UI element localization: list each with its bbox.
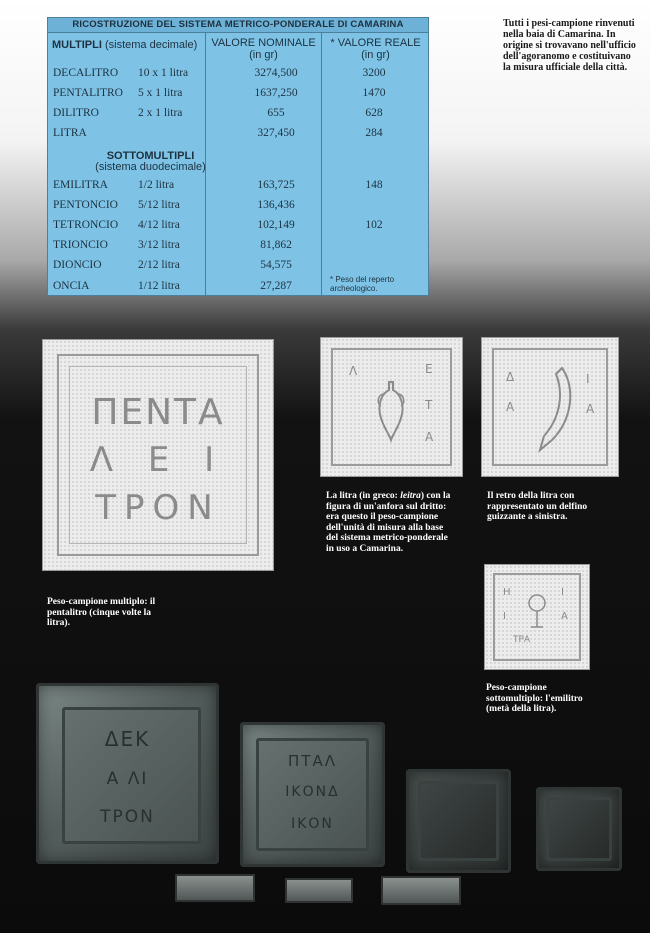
inscription-line: Α ΛΙ — [106, 769, 149, 789]
intro-caption: Tutti i pesi-campione rinvenuti nella baia di Camarina. In origine si trovavano nell'ufficio dell'agoranomo e costituivano la misura ufficiale della città. — [503, 18, 636, 73]
weight-inner-panel — [418, 781, 499, 861]
unit-name: PENTONCIO — [53, 199, 118, 211]
inscription-letter: Ι — [503, 611, 506, 622]
bronze-chip-weight — [175, 874, 255, 902]
bronze-chip-weight — [381, 876, 461, 905]
inscription-letter: Α — [506, 400, 515, 414]
inscription-letter: ΤΡΑ — [513, 635, 531, 645]
inscription-letter: Α — [586, 402, 595, 416]
bronze-weight-decalitro — [36, 683, 219, 864]
nominal-value-unit: (in gr) — [249, 49, 278, 61]
nominal-value: 81,862 — [260, 239, 292, 251]
table-row — [48, 199, 428, 218]
litra-caption-part: La litra (in greco: — [326, 491, 401, 501]
unit-name: PENTALITRO — [53, 87, 123, 99]
unit-fraction: 5 x 1 litra — [138, 87, 183, 99]
table-row — [48, 179, 428, 198]
unit-fraction: 3/12 litra — [138, 239, 180, 251]
nominal-value: 27,287 — [260, 280, 292, 292]
unit-fraction: 10 x 1 litra — [138, 67, 189, 79]
litra-caption-part: ) con la figura di un'anfora sul dritto: era questo il peso-campione dell'unità di misura alla base del sistema metrico-ponderale in uso a Camarina. — [326, 491, 451, 554]
multipli-label: MULTIPLI — [52, 39, 102, 51]
real-value: 1470 — [362, 87, 386, 99]
table-row — [48, 219, 428, 238]
sottomultipli-sublabel: (sistema duodecimale) — [95, 161, 206, 173]
unit-fraction: 1/12 litra — [138, 280, 180, 292]
real-value: 3200 — [362, 67, 386, 79]
litra-back-photo — [482, 338, 618, 476]
unit-name: DILITRO — [53, 107, 99, 119]
litra-caption — [326, 491, 454, 554]
bronze-weight-litra — [536, 787, 622, 871]
emilitro-photo — [485, 565, 589, 669]
litra-caption-italic: leitra — [400, 491, 421, 501]
inscription-letter: Δ — [506, 370, 515, 384]
real-value: 148 — [365, 179, 383, 191]
table-row — [48, 67, 428, 86]
inscription-line: ΙΚΟΝ — [291, 816, 334, 832]
nominal-value-header — [206, 37, 321, 61]
retro-caption: Il retro della litra con rappresentato un delfino guizzante a sinistra. — [487, 491, 588, 522]
bronze-chip-weight — [285, 878, 353, 903]
table-title: RICOSTRUZIONE DEL SISTEMA METRICO-PONDERALE DI CAMARINA — [48, 18, 428, 33]
unit-fraction: 4/12 litra — [138, 219, 180, 231]
emilitro-caption: Peso-campione sottomultiplo: l'emilitro (metà della litra). — [486, 683, 583, 714]
inscription-letter: Λ — [349, 364, 358, 378]
litra-front-photo — [321, 338, 462, 476]
inscription-line: ΠΕΝΤΑ — [91, 392, 225, 433]
unit-name: ONCIA — [53, 280, 90, 292]
unit-fraction: 2 x 1 litra — [138, 107, 183, 119]
nominal-value: 655 — [267, 107, 285, 119]
weight-inner-panel — [546, 797, 612, 861]
inscription-letter: Ι — [561, 587, 564, 598]
sottomultipli-label: SOTTOMULTIPLI — [106, 150, 195, 162]
dolphin-icon — [532, 364, 576, 454]
amphora-icon — [371, 378, 411, 444]
pentalitro-photo — [43, 340, 273, 570]
inscription-letter: Ε — [425, 362, 433, 376]
unit-name: DIONCIO — [53, 259, 102, 271]
table-row — [48, 127, 428, 146]
nominal-value: 102,149 — [257, 219, 295, 231]
real-value: 102 — [365, 219, 383, 231]
multipli-sublabel: (sistema decimale) — [101, 39, 198, 51]
nominal-value: 163,725 — [257, 179, 295, 191]
multipli-header — [52, 39, 197, 51]
nominal-value-label: VALORE NOMINALE — [211, 37, 316, 49]
table-footnote: * Peso del reperto archeologico. — [330, 275, 395, 293]
inscription-line: ΠΤΑΛ — [288, 752, 337, 770]
table-row — [48, 107, 428, 126]
unit-name: EMILITRA — [53, 179, 108, 191]
nominal-value: 136,436 — [257, 199, 295, 211]
unit-name: LITRA — [53, 127, 87, 139]
bronze-weight-dilitro — [406, 769, 511, 873]
inscription-line: ΔΕΚ — [104, 727, 151, 751]
inscription-line: ΙΚΟΝΔ — [285, 784, 340, 800]
nominal-value: 327,450 — [257, 127, 295, 139]
unit-name: TRIONCIO — [53, 239, 108, 251]
inscription-line: ΤΡΟΝ — [95, 488, 221, 528]
bronze-weight-pentalitro — [240, 722, 385, 867]
nominal-value: 3274,500 — [254, 67, 298, 79]
unit-fraction: 2/12 litra — [138, 259, 180, 271]
real-value: 628 — [365, 107, 383, 119]
inscription-letter: Η — [503, 587, 511, 598]
inscription-letter: Α — [425, 430, 434, 444]
inscription-letter: Ι — [586, 372, 590, 386]
inscription-letter: Τ — [425, 398, 433, 412]
unit-fraction: 5/12 litra — [138, 199, 180, 211]
weight-system-table — [47, 17, 429, 296]
inscription-letter: Α — [561, 611, 568, 622]
nominal-value: 1637,250 — [254, 87, 298, 99]
unit-name: DECALITRO — [53, 67, 119, 79]
table-row — [48, 239, 428, 258]
unit-name: TETRONCIO — [53, 219, 119, 231]
real-value-header — [322, 37, 429, 61]
real-value: 284 — [365, 127, 383, 139]
nominal-value: 54,575 — [260, 259, 292, 271]
inscription-line: ΤΡΟΝ — [100, 807, 155, 827]
pentalitro-caption: Peso-campione multiplo: il pentalitro (cinque volte la litra). — [47, 597, 156, 628]
real-value-unit: (in gr) — [361, 49, 390, 61]
inscription-line: Λ Ε Ι — [89, 440, 227, 480]
unit-fraction: 1/2 litra — [138, 179, 175, 191]
amphora-icon — [525, 591, 549, 631]
table-row — [48, 87, 428, 106]
real-value-label: * VALORE REALE — [330, 37, 421, 49]
